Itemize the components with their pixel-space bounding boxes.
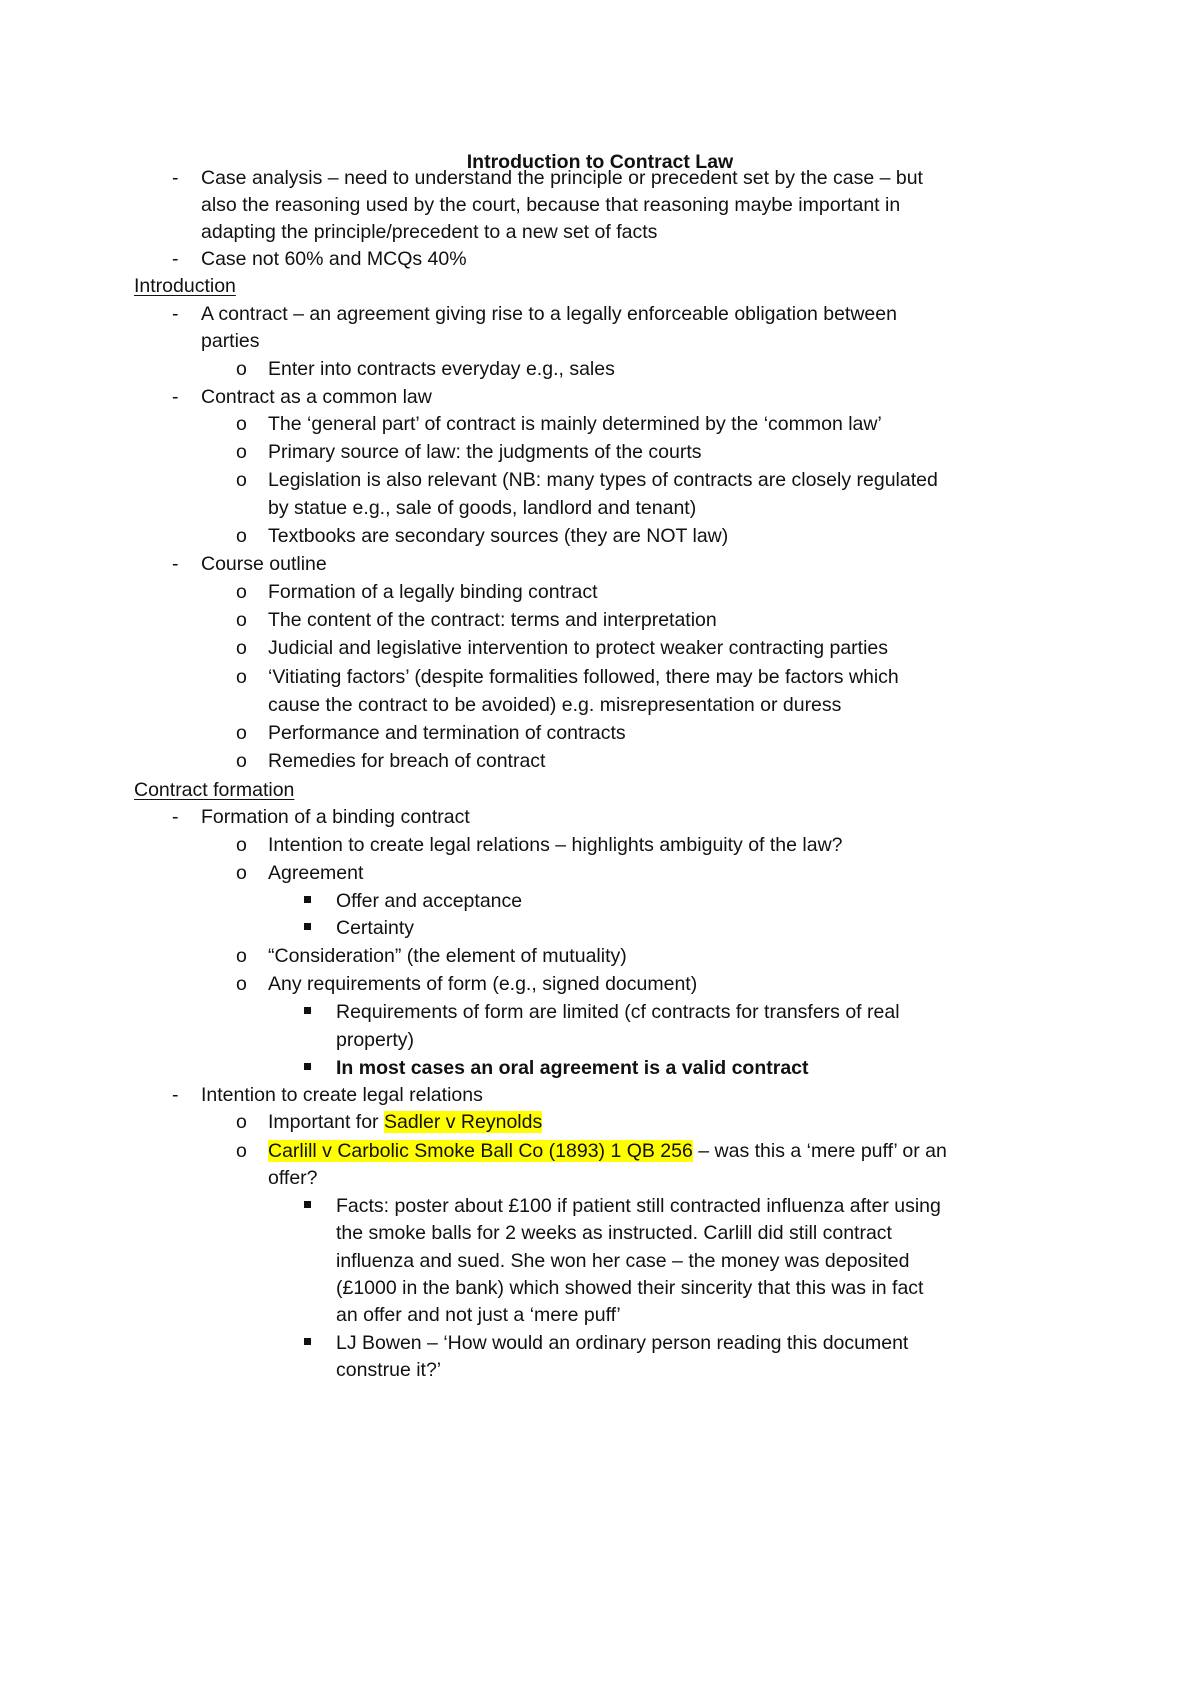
text-line: by statue e.g., sale of goods, landlord and tenant) bbox=[268, 497, 697, 519]
text-line: an offer and not just a ‘mere puff’ bbox=[336, 1304, 621, 1326]
circle-bullet: o bbox=[236, 358, 247, 380]
text-line: influenza and sued. She won her case – the money was deposited bbox=[336, 1250, 910, 1272]
text-line: Legislation is also relevant (NB: many types of contracts are closely regulated bbox=[268, 469, 938, 491]
text-line: Primary source of law: the judgments of the courts bbox=[268, 441, 702, 463]
text-line: Contract as a common law bbox=[201, 386, 432, 408]
case-name-highlight: Sadler v Reynolds bbox=[383, 1111, 543, 1133]
text-line: Agreement bbox=[268, 862, 364, 884]
text-line: “Consideration” (the element of mutuality) bbox=[268, 945, 627, 967]
circle-bullet: o bbox=[236, 469, 247, 491]
square-bullet bbox=[304, 1338, 311, 1345]
text-run: – was this a ‘mere puff’ or an bbox=[692, 1140, 947, 1162]
text-line: Case not 60% and MCQs 40% bbox=[201, 248, 467, 270]
bold-text-line: In most cases an oral agreement is a valid contract bbox=[336, 1057, 809, 1079]
circle-bullet: o bbox=[236, 722, 247, 744]
text-line: Course outline bbox=[201, 553, 327, 575]
circle-bullet: o bbox=[236, 834, 247, 856]
circle-bullet: o bbox=[236, 1111, 247, 1133]
square-bullet bbox=[304, 1063, 311, 1070]
text-line: also the reasoning used by the court, because that reasoning maybe important in bbox=[201, 194, 901, 216]
square-bullet bbox=[304, 1007, 311, 1014]
text-line: Intention to create legal relations – highlights ambiguity of the law? bbox=[268, 834, 843, 856]
text-line: Remedies for breach of contract bbox=[268, 750, 546, 772]
text-line: Facts: poster about £100 if patient still contracted influenza after using bbox=[336, 1195, 941, 1217]
text-line: Any requirements of form (e.g., signed document) bbox=[268, 973, 698, 995]
dash-bullet: - bbox=[172, 553, 179, 575]
circle-bullet: o bbox=[236, 637, 247, 659]
circle-bullet: o bbox=[236, 973, 247, 995]
dash-bullet: - bbox=[172, 386, 179, 408]
circle-bullet: o bbox=[236, 1140, 247, 1162]
text-line: adapting the principle/precedent to a new set of facts bbox=[201, 221, 658, 243]
case-citation-highlight: Carlill v Carbolic Smoke Ball Co (1893) 1 QB 256 bbox=[268, 1140, 693, 1162]
dash-bullet: - bbox=[172, 806, 179, 828]
text-line bbox=[268, 1108, 542, 1136]
text-line: Intention to create legal relations bbox=[201, 1084, 483, 1106]
text-line: Certainty bbox=[336, 917, 415, 939]
text-line: cause the contract to be avoided) e.g. misrepresentation or duress bbox=[268, 694, 842, 716]
text-line: Textbooks are secondary sources (they are NOT law) bbox=[268, 525, 729, 547]
square-bullet bbox=[304, 896, 311, 903]
circle-bullet: o bbox=[236, 862, 247, 884]
circle-bullet: o bbox=[236, 945, 247, 967]
text-line: LJ Bowen – ‘How would an ordinary person reading this document bbox=[336, 1332, 909, 1354]
text-line: Offer and acceptance bbox=[336, 890, 523, 912]
circle-bullet: o bbox=[236, 441, 247, 463]
text-line: the smoke balls for 2 weeks as instructed. Carlill did still contract bbox=[336, 1222, 892, 1244]
circle-bullet: o bbox=[236, 525, 247, 547]
square-bullet bbox=[304, 1201, 311, 1208]
text-line: Case analysis – need to understand the principle or precedent set by the case – but bbox=[201, 167, 923, 189]
circle-bullet: o bbox=[236, 609, 247, 631]
text-run: Important for bbox=[268, 1111, 384, 1133]
circle-bullet: o bbox=[236, 413, 247, 435]
text-line: A contract – an agreement giving rise to a legally enforceable obligation between bbox=[201, 303, 897, 325]
square-bullet bbox=[304, 923, 311, 930]
text-line: ‘Vitiating factors’ (despite formalities followed, there may be factors which bbox=[268, 666, 899, 688]
text-line: The content of the contract: terms and interpretation bbox=[268, 609, 717, 631]
document-title: Introduction to Contract Law bbox=[466, 151, 734, 173]
text-line: Judicial and legislative intervention to protect weaker contracting parties bbox=[268, 637, 889, 659]
dash-bullet: - bbox=[172, 167, 179, 189]
dash-bullet: - bbox=[172, 1084, 179, 1106]
dash-bullet: - bbox=[172, 248, 179, 270]
text-line: Performance and termination of contracts bbox=[268, 722, 626, 744]
text-line: Formation of a legally binding contract bbox=[268, 581, 598, 603]
circle-bullet: o bbox=[236, 750, 247, 772]
text-line: Formation of a binding contract bbox=[201, 806, 470, 828]
text-line bbox=[268, 1137, 947, 1165]
text-line: Requirements of form are limited (cf contracts for transfers of real bbox=[336, 1001, 900, 1023]
text-line: Enter into contracts everyday e.g., sales bbox=[268, 358, 615, 380]
section-heading-introduction: Introduction bbox=[134, 275, 236, 297]
circle-bullet: o bbox=[236, 581, 247, 603]
text-line: construe it?’ bbox=[336, 1359, 442, 1381]
circle-bullet: o bbox=[236, 666, 247, 688]
text-line: The ‘general part’ of contract is mainly determined by the ‘common law’ bbox=[268, 413, 882, 435]
text-line: parties bbox=[201, 330, 260, 352]
text-line: (£1000 in the bank) which showed their sincerity that this was in fact bbox=[336, 1277, 924, 1299]
section-heading-contract-formation: Contract formation bbox=[134, 779, 295, 801]
dash-bullet: - bbox=[172, 303, 179, 325]
text-line: property) bbox=[336, 1029, 415, 1051]
text-line: offer? bbox=[268, 1167, 318, 1189]
